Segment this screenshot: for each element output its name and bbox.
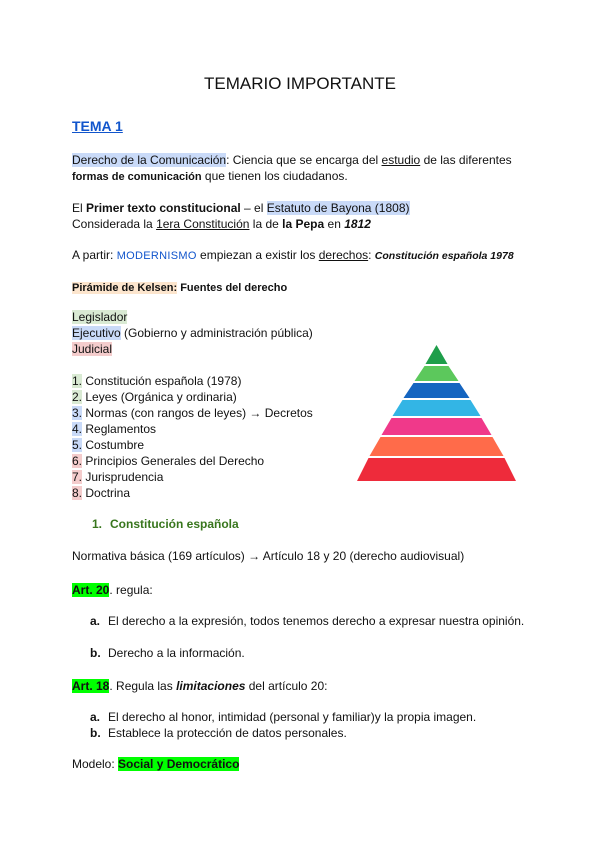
art-18-item-a: a. El derecho al honor, intimidad (personal y familiar)y la propia imagen.: [90, 710, 477, 724]
fuente-text: Constitución española (1978): [82, 374, 242, 388]
art-20-line: Art. 20. regula:: [72, 583, 153, 597]
art-20-item-a: a. El derecho a la expresión, todos tenemos derecho a expresar nuestra opinión.: [90, 614, 525, 628]
fuente-number: 6.: [72, 454, 83, 468]
fuente-item: [72, 485, 130, 501]
piramide-kelsen-line: Pirámide de Kelsen: Fuentes del derecho: [72, 282, 288, 294]
fuente-item: [72, 405, 313, 421]
poder-ejecutivo: Ejecutivo (Gobierno y administración pública): [72, 326, 313, 340]
fuente-number: 7.: [72, 470, 83, 484]
art-20-item-b: b. Derecho a la información.: [90, 646, 245, 660]
art-18-label: Art. 18: [72, 679, 110, 693]
a-partir-line: A partir: MODERNISMO empiezan a existir los derechos: Constitución española 1978: [72, 248, 514, 262]
pyramid-tier-5: [382, 418, 492, 435]
fuente-text: Jurisprudencia: [82, 470, 164, 484]
fuente-number: 1.: [72, 374, 83, 388]
fuente-number: 3.: [72, 406, 83, 420]
kelsen-pyramid-image: [357, 345, 516, 481]
fuente-item: [72, 453, 264, 469]
modernismo-term: MODERNISMO: [116, 250, 197, 262]
poder-judicial: Judicial: [72, 342, 113, 356]
section-1-heading: 1. Constitución española: [92, 517, 239, 531]
fuente-item: [72, 421, 156, 437]
fuente-number: 8.: [72, 486, 83, 500]
fuente-item: [72, 437, 144, 453]
document-title: TEMARIO IMPORTANTE: [203, 74, 397, 93]
pyramid-tier-6: [370, 437, 504, 456]
term-derecho-comunicacion: Derecho de la Comunicación: [72, 153, 227, 167]
fuente-text: Reglamentos: [82, 422, 157, 436]
primer-texto-line: El Primer texto constitucional – el Estatuto de Bayona (1808): [72, 201, 410, 215]
fuente-text: Costumbre: [82, 438, 145, 452]
fuente-text: Doctrina: [82, 486, 131, 500]
fuente-text: Principios Generales del Derecho: [82, 454, 265, 468]
pyramid-tier-3: [404, 383, 470, 398]
estatuto-bayona: Estatuto de Bayona (1808): [266, 201, 410, 215]
normativa-line: Normativa básica (169 artículos) → Artículo 18 y 20 (derecho audiovisual): [72, 549, 465, 563]
pyramid-tier-2: [415, 366, 459, 381]
fuente-text: Leyes (Orgánica y ordinaria): [82, 390, 237, 404]
pyramid-tier-7: [357, 458, 516, 481]
piramide-label: Pirámide de Kelsen:: [72, 282, 178, 294]
definition-line-1: Derecho de la Comunicación: Ciencia que se encarga del estudio de las diferentes: [72, 153, 512, 167]
fuente-item: [72, 469, 163, 485]
fuente-number: 4.: [72, 422, 83, 436]
art-20-label: Art. 20: [72, 583, 110, 597]
poder-legislador: Legislador: [72, 310, 128, 324]
modelo-value: Social y Democrático: [118, 757, 240, 771]
fuente-number: 5.: [72, 438, 83, 452]
pyramid-tier-1: [426, 345, 448, 364]
fuente-number: 2.: [72, 390, 83, 404]
fuente-item: [72, 389, 237, 405]
considerada-line: Considerada la 1era Constitución la de la Pepa en 1812: [72, 217, 371, 231]
modelo-line: Modelo: Social y Democrático: [72, 757, 240, 771]
section-heading-tema-1: TEMA 1: [72, 118, 123, 134]
art-18-line: Art. 18. Regula las limitaciones del artículo 20:: [72, 679, 328, 693]
fuente-text: Normas (con rangos de leyes) → Decretos: [82, 406, 313, 420]
definition-line-2: formas de comunicación que tienen los ciudadanos.: [72, 169, 348, 183]
fuente-item: [72, 373, 241, 389]
art-18-item-b: b. Establece la protección de datos personales.: [90, 726, 347, 740]
pyramid-tier-4: [393, 400, 481, 416]
